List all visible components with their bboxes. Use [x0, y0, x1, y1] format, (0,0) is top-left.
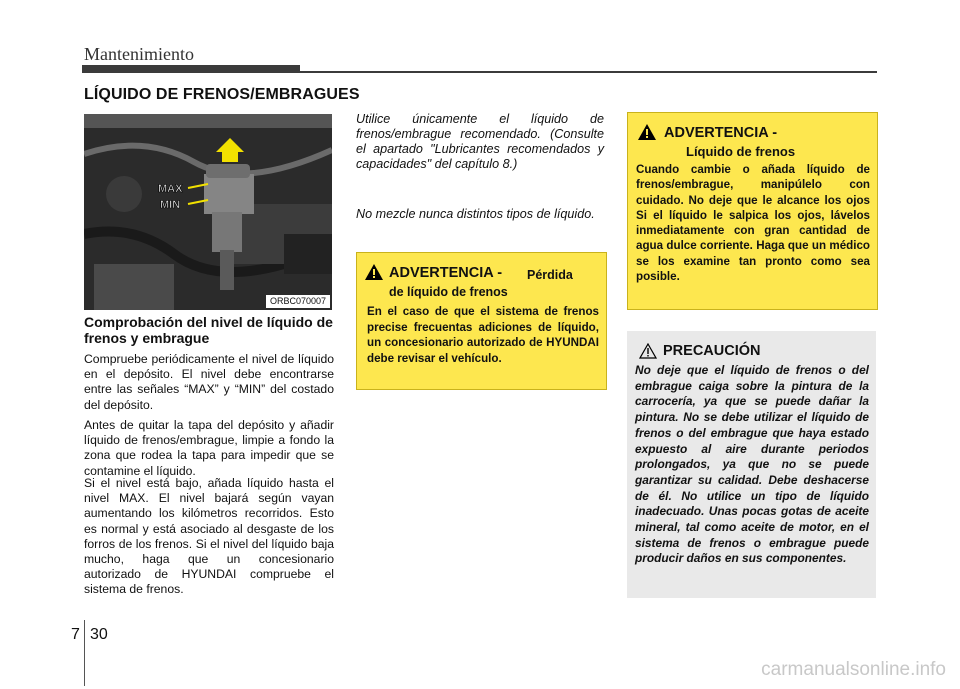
note-no-mix: No mezcle nunca distintos tipos de líquido.: [356, 207, 595, 221]
caution-title: PRECAUCIÓN: [663, 343, 761, 359]
caution-box: [627, 331, 876, 598]
warning-fluid-loss-title-c: de líquido de frenos: [389, 285, 508, 299]
page-divider: [84, 620, 85, 686]
page-number: 30: [90, 626, 108, 643]
warning-fluid-loss: [356, 252, 607, 390]
section-title: LÍQUIDO DE FRENOS/EMBRAGUES: [84, 86, 360, 103]
warning-fluid-loss-title-a: ADVERTENCIA -: [389, 265, 503, 281]
check-paragraph-1: Compruebe periódicamente el nivel de líquido en el depósito. El nivel debe encontrarse entre las señales “MAX” y “MIN” del costado del depósito.: [84, 352, 334, 412]
warning-triangle-icon: [365, 264, 383, 280]
warning-triangle-icon: [638, 124, 656, 140]
caution-body: No deje que el líquido de frenos o del embrague caiga sobre la pintura de la carrocería, ya que se puede dañar la pintura. No se debe utilizar el líquido de frenos o del embrague que haya estado expuesto al aire durante periodos prolongados, ya que no se puede garantizar su calidad. Debe deshacerse de él. No utilice un tipo de líquido inadecuado. Unas pocas gotas de aceite mineral, tal como aceite de motor, en el sistema de frenos o embrague puede producir daños en sus componentes.: [635, 363, 869, 566]
label-max: MAX: [158, 183, 183, 195]
chapter-number: 7: [71, 626, 80, 643]
check-heading: Comprobación del nivel de líquido de frenos y embrague: [84, 314, 333, 346]
label-min: MIN: [160, 199, 181, 211]
warning-fluid-handling-body: Cuando cambie o añada líquido de frenos/embrague, manipúlelo con cuidado. No deje que le alcance los ojos Si el líquido le salpica los ojos, lávelos inmediatamente con gran cantidad de agua dulce corriente. Haga que un médico se los examine tan pronto como sea posible.: [636, 163, 870, 284]
warning-fluid-loss-body: En el caso de que el sistema de frenos precise frecuentas adiciones de líquido, un concesionario autorizado de HYUNDAI debe revisar el vehículo.: [367, 305, 599, 365]
check-paragraph-2: Antes de quitar la tapa del depósito y añadir líquido de frenos/embrague, limpie a fondo la zona que rodea la tapa para impedir que se contamine el líquido.: [84, 418, 334, 478]
engine-bay-illustration: [84, 114, 332, 310]
chapter-title: Mantenimiento: [84, 44, 194, 64]
warning-fluid-loss-title-b: Pérdida: [527, 268, 573, 282]
header-rule-thin: [82, 71, 877, 73]
caution-triangle-icon: [639, 343, 657, 359]
engine-bay-photo: [84, 114, 332, 310]
watermark: carmanualsonline.info: [761, 659, 946, 680]
warning-fluid-handling-title-b: Líquido de frenos: [686, 144, 796, 159]
figure-code: ORBC070007: [266, 295, 330, 308]
warning-fluid-handling: [627, 112, 878, 310]
check-paragraph-3: Si el nivel está bajo, añada líquido hasta el nivel MAX. El nivel bajará según vayan aumentando los kilómetros recorridos. Esto es normal y está asociado al desgaste de los forros de los frenos. Si el nivel del líquido baja mucho, haga que un concesionario autorizado de HYUNDAI compruebe el sistema de frenos.: [84, 476, 334, 597]
warning-fluid-handling-title-a: ADVERTENCIA -: [664, 125, 778, 141]
note-recommended-fluid: Utilice únicamente el líquido de frenos/embrague recomendado. (Consulte el apartado "Lubricantes recomendados y capacidades" del capítulo 8.): [356, 112, 604, 171]
